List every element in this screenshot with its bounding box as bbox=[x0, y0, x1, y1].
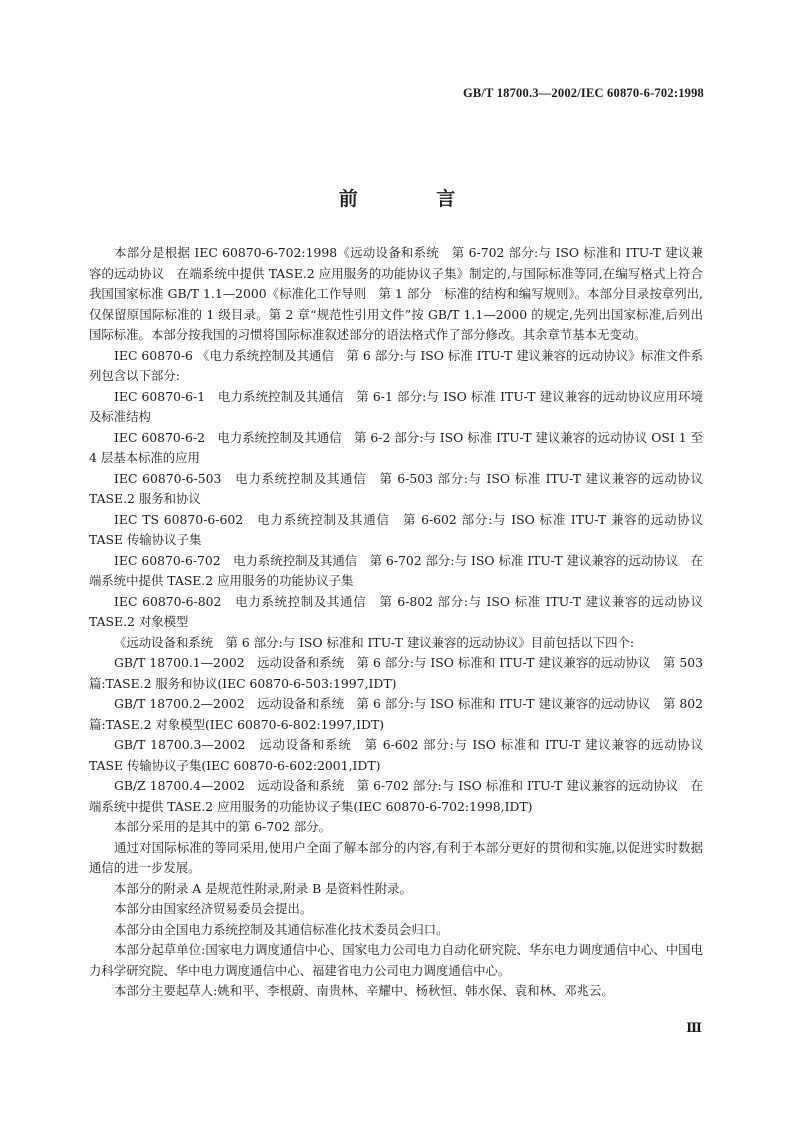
paragraph-drafting-units: 本部分起草单位:国家电力调度通信中心、国家电力公司电力自动化研究院、华东电力调度通信中心、中国电力科学研究院、华中电力调度通信中心、福建省电力公司电力调度通信中心。 bbox=[89, 942, 703, 978]
list-item-6-802: IEC 60870-6-802 电力系统控制及其通信 第 6-802 部分:与 ISO 标准 ITU-T 建议兼容的远动协议 TASE.2 对象模型 bbox=[89, 593, 716, 629]
foreword-body bbox=[89, 243, 716, 1002]
list-item-6-702: IEC 60870-6-702 电力系统控制及其通信 第 6-702 部分:与 ISO 标准 ITU-T 建议兼容的远动协议 在端系统中提供 TASE.2 应用服务的功能协议子集 bbox=[89, 552, 703, 588]
list-item-6-1: IEC 60870-6-1 电力系统控制及其通信 第 6-1 部分:与 ISO 标准 ITU-T 建议兼容的远动协议应用环境及标准结构 bbox=[89, 388, 703, 424]
paragraph-basis: 本部分是根据 IEC 60870-6-702:1998《远动设备和系统 第 6-702 部分:与 ISO 标准和 ITU-T 建议兼容的远动协议 在端系统中提供 TASE.2 应用服务的功能协议子集》制定的,与国际标准等同,在编写格式上符合我国国家标准 GB/T 1.1—2000《标准化工作导则 第 1 部分 标准的结构和编写规则》。本部分目录按章列出,仅保留原国际标准的 1 级目录。第 2 章“规范性引用文件”按 GB/T 1.1—2000 的规定,先列出国家标准,后列出国际标准。本部分按我国的习惯将国际标准叙述部分的语法格式作了部分修改。其余章节基本无变动。 bbox=[89, 245, 703, 342]
page-number: Ⅲ bbox=[686, 1020, 702, 1035]
paragraph-series-intro: IEC 60870-6 《电力系统控制及其通信 第 6 部分:与 ISO 标准 ITU-T 建议兼容的远动协议》标准文件系列包含以下部分: bbox=[89, 347, 703, 383]
list-item-gb-18700-2: GB/T 18700.2—2002 远动设备和系统 第 6 部分:与 ISO 标准和 ITU-T 建议兼容的远动协议 第 802 篇:TASE.2 对象模型(IEC 60870-6-802:1997,IDT) bbox=[89, 696, 703, 732]
list-item-gbz-18700-4: GB/Z 18700.4—2002 远动设备和系统 第 6-702 部分:与 ISO 标准和 ITU-T 建议兼容的远动协议 在端系统中提供 TASE.2 应用服务的功能协议子集(IEC 60870-6-702:1998,IDT) bbox=[89, 778, 703, 814]
standard-code-header: GB/T 18700.3—2002/IEC 60870-6-702:1998 bbox=[462, 86, 704, 100]
list-item-6-602: IEC TS 60870-6-602 电力系统控制及其通信 第 6-602 部分:与 ISO 标准 ITU-T 兼容的远动协议 TASE 传输协议子集 bbox=[89, 511, 716, 547]
list-item-gb-18700-3: GB/T 18700.3—2002 远动设备和系统 第 6-602 部分:与 ISO 标准和 ITU-T 建议兼容的远动协议 TASE 传输协议子集(IEC 60870-6-602:2001,IDT) bbox=[89, 737, 716, 773]
paragraph-drafters: 本部分主要起草人:姚和平、李根蔚、南贵林、辛耀中、杨秋恒、韩水保、袁和林、邓兆云。 bbox=[114, 983, 614, 998]
list-item-6-503: IEC 60870-6-503 电力系统控制及其通信 第 6-503 部分:与 ISO 标准 ITU-T 建议兼容的远动协议 TASE.2 服务和协议 bbox=[89, 470, 716, 506]
paragraph-national-series: 《远动设备和系统 第 6 部分:与 ISO 标准和 ITU-T 建议兼容的远动协议》目前包括以下四个: bbox=[114, 634, 635, 650]
list-item-6-2: IEC 60870-6-2 电力系统控制及其通信 第 6-2 部分:与 ISO 标准 ITU-T 建议兼容的远动协议 OSI 1 至 4 层基本标准的应用 bbox=[89, 429, 703, 465]
paragraph-adopted-part: 本部分采用的是其中的第 6-702 部分。 bbox=[114, 819, 332, 834]
paragraph-proposer: 本部分由国家经济贸易委员会提出。 bbox=[114, 901, 313, 916]
page-title: 前 言 bbox=[338, 188, 492, 210]
paragraph-purpose: 通过对国际标准的等同采用,使用户全面了解本部分的内容,有利于本部分更好的贯彻和实施,以促进实时数据通信的进一步发展。 bbox=[89, 839, 703, 875]
paragraph-committee: 本部分由全国电力系统控制及其通信标准化技术委员会归口。 bbox=[114, 921, 449, 937]
paragraph-annexes: 本部分的附录 A 是规范性附录,附录 B 是资料性附录。 bbox=[114, 880, 412, 896]
list-item-gb-18700-1: GB/T 18700.1—2002 远动设备和系统 第 6 部分:与 ISO 标准和 ITU-T 建议兼容的远动协议 第 503 篇:TASE.2 服务和协议(IEC 60870-6-503:1997,IDT) bbox=[89, 655, 703, 691]
